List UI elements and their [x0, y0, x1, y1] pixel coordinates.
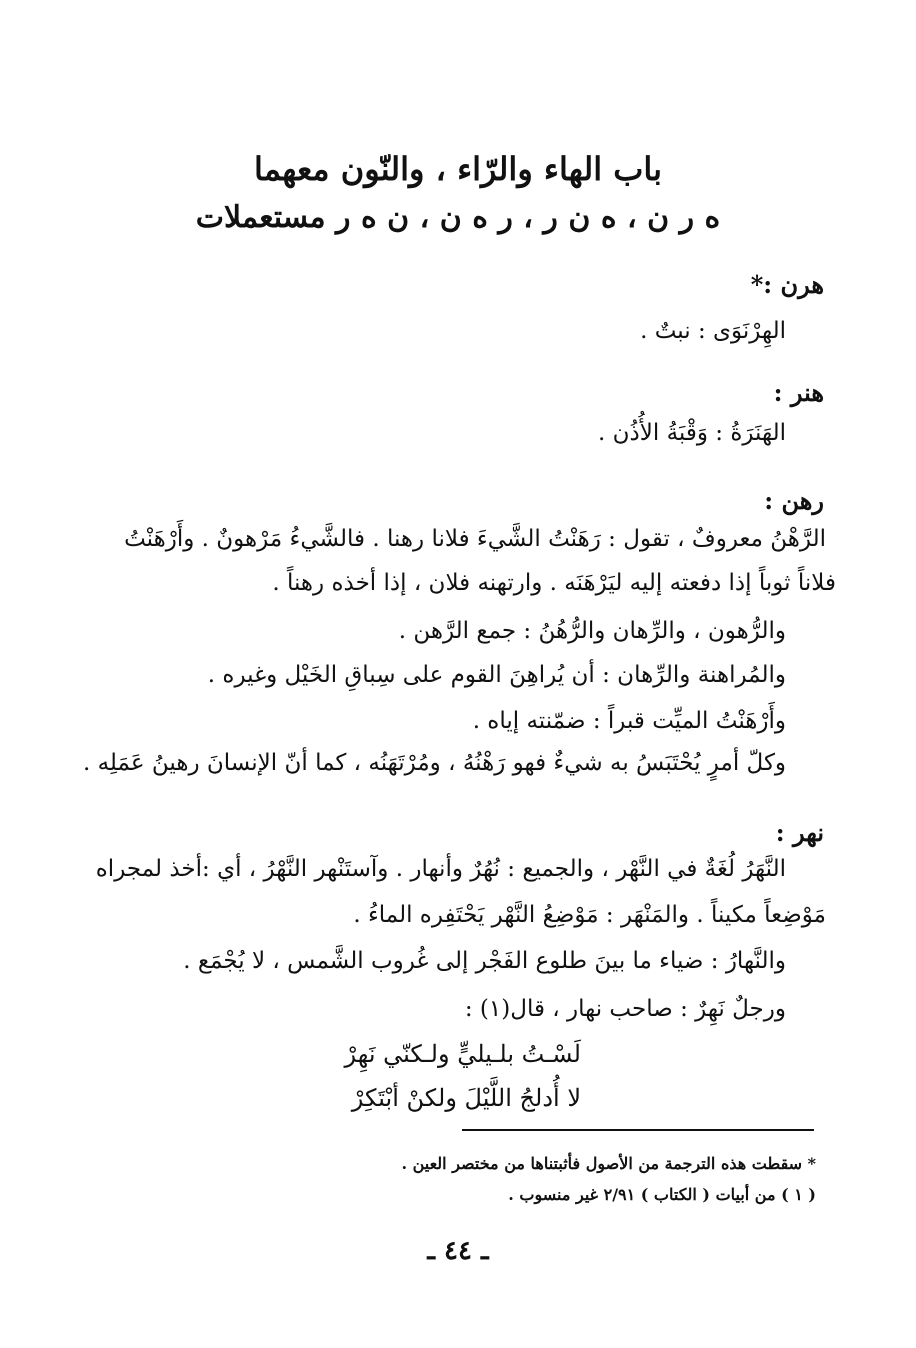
chapter-title: باب الهاء والرّاء ، والنّون معهما	[253, 150, 663, 188]
footnote: ( ١ ) من أبيات ( الكتاب ) ٢/٩١ غير منسوب .	[508, 1185, 816, 1204]
section-heading-hnr: هنر :	[773, 378, 824, 407]
entry-line: الرَّهْنُ معروفٌ ، تقول : رَهَنْتُ الشَّيءَ فلانا رهنا . فالشَّيءُ مَرْهونٌ . وأَرْهَنْتُ	[124, 526, 826, 552]
verse-line: لا أُدلجُ اللَّيْلَ ولكنْ أبْتَكِرْ	[351, 1084, 581, 1112]
entry-line: الهِرْنَوَى : نبتٌ .	[640, 318, 786, 344]
verse-line: لَسْـتُ بلـيليٍّ ولـكنّي نَهِرْ	[344, 1040, 581, 1068]
section-heading-rhn: رهن :	[764, 486, 824, 515]
chapter-subtitle: ه ر ن ، ه ن ر ، ر ه ن ، ن ه ر مستعملات	[195, 200, 721, 235]
section-heading-nhr: نهر :	[775, 818, 824, 847]
entry-line: ورجلٌ نَهِرٌ : صاحب نهار ، قال(١) :	[464, 996, 786, 1022]
entry-line: الهَنَرَةُ : وَقْبَةُ الأُذُن .	[598, 420, 786, 446]
entry-line: والنَّهارُ : ضياء ما بينَ طلوع الفَجْر إلى غُروب الشَّمس ، لا يُجْمَع .	[183, 948, 786, 974]
footnote-separator	[462, 1129, 814, 1131]
entry-line: والمُراهنة والرِّهان : أن يُراهِنَ القوم على سِباقِ الخَيْل وغيره .	[207, 662, 786, 688]
page-number: ـ ٤٤ ـ	[427, 1236, 489, 1266]
entry-line: النَّهَرُ لُغَةٌ في النَّهْر ، والجميع : نُهُرٌ وأنهار . وآستَنْهر النَّهْرُ ، أي :أخذ لمجراه	[95, 856, 786, 882]
entry-line: فلاناً ثوباً إذا دفعته إليه ليَرْهَنَه . وارتهنه فلان ، إذا أخذه رهناً .	[272, 570, 836, 596]
entry-line: وأَرْهَنْتُ الميِّت قبراً : ضمّنته إياه .	[472, 708, 786, 734]
entry-line: وكلّ أمرٍ يُحْتَبَسُ به شيءٌ فهو رَهْنُهُ ، ومُرْتَهَنُه ، كما أنّ الإنسانَ رهينُ عَمَلِه .	[82, 750, 786, 776]
footnote: * سقطت هذه الترجمة من الأصول فأثبتناها من مختصر العين .	[401, 1154, 816, 1173]
section-heading-hrn: هرن :*	[750, 270, 824, 299]
entry-line: والرُّهون ، والرِّهان والرُّهُنُ : جمع الرَّهن .	[398, 618, 786, 644]
entry-line: مَوْضِعاً مكيناً . والمَنْهَر : مَوْضِعُ النَّهْر يَحْتَفِره الماءُ .	[353, 902, 826, 928]
